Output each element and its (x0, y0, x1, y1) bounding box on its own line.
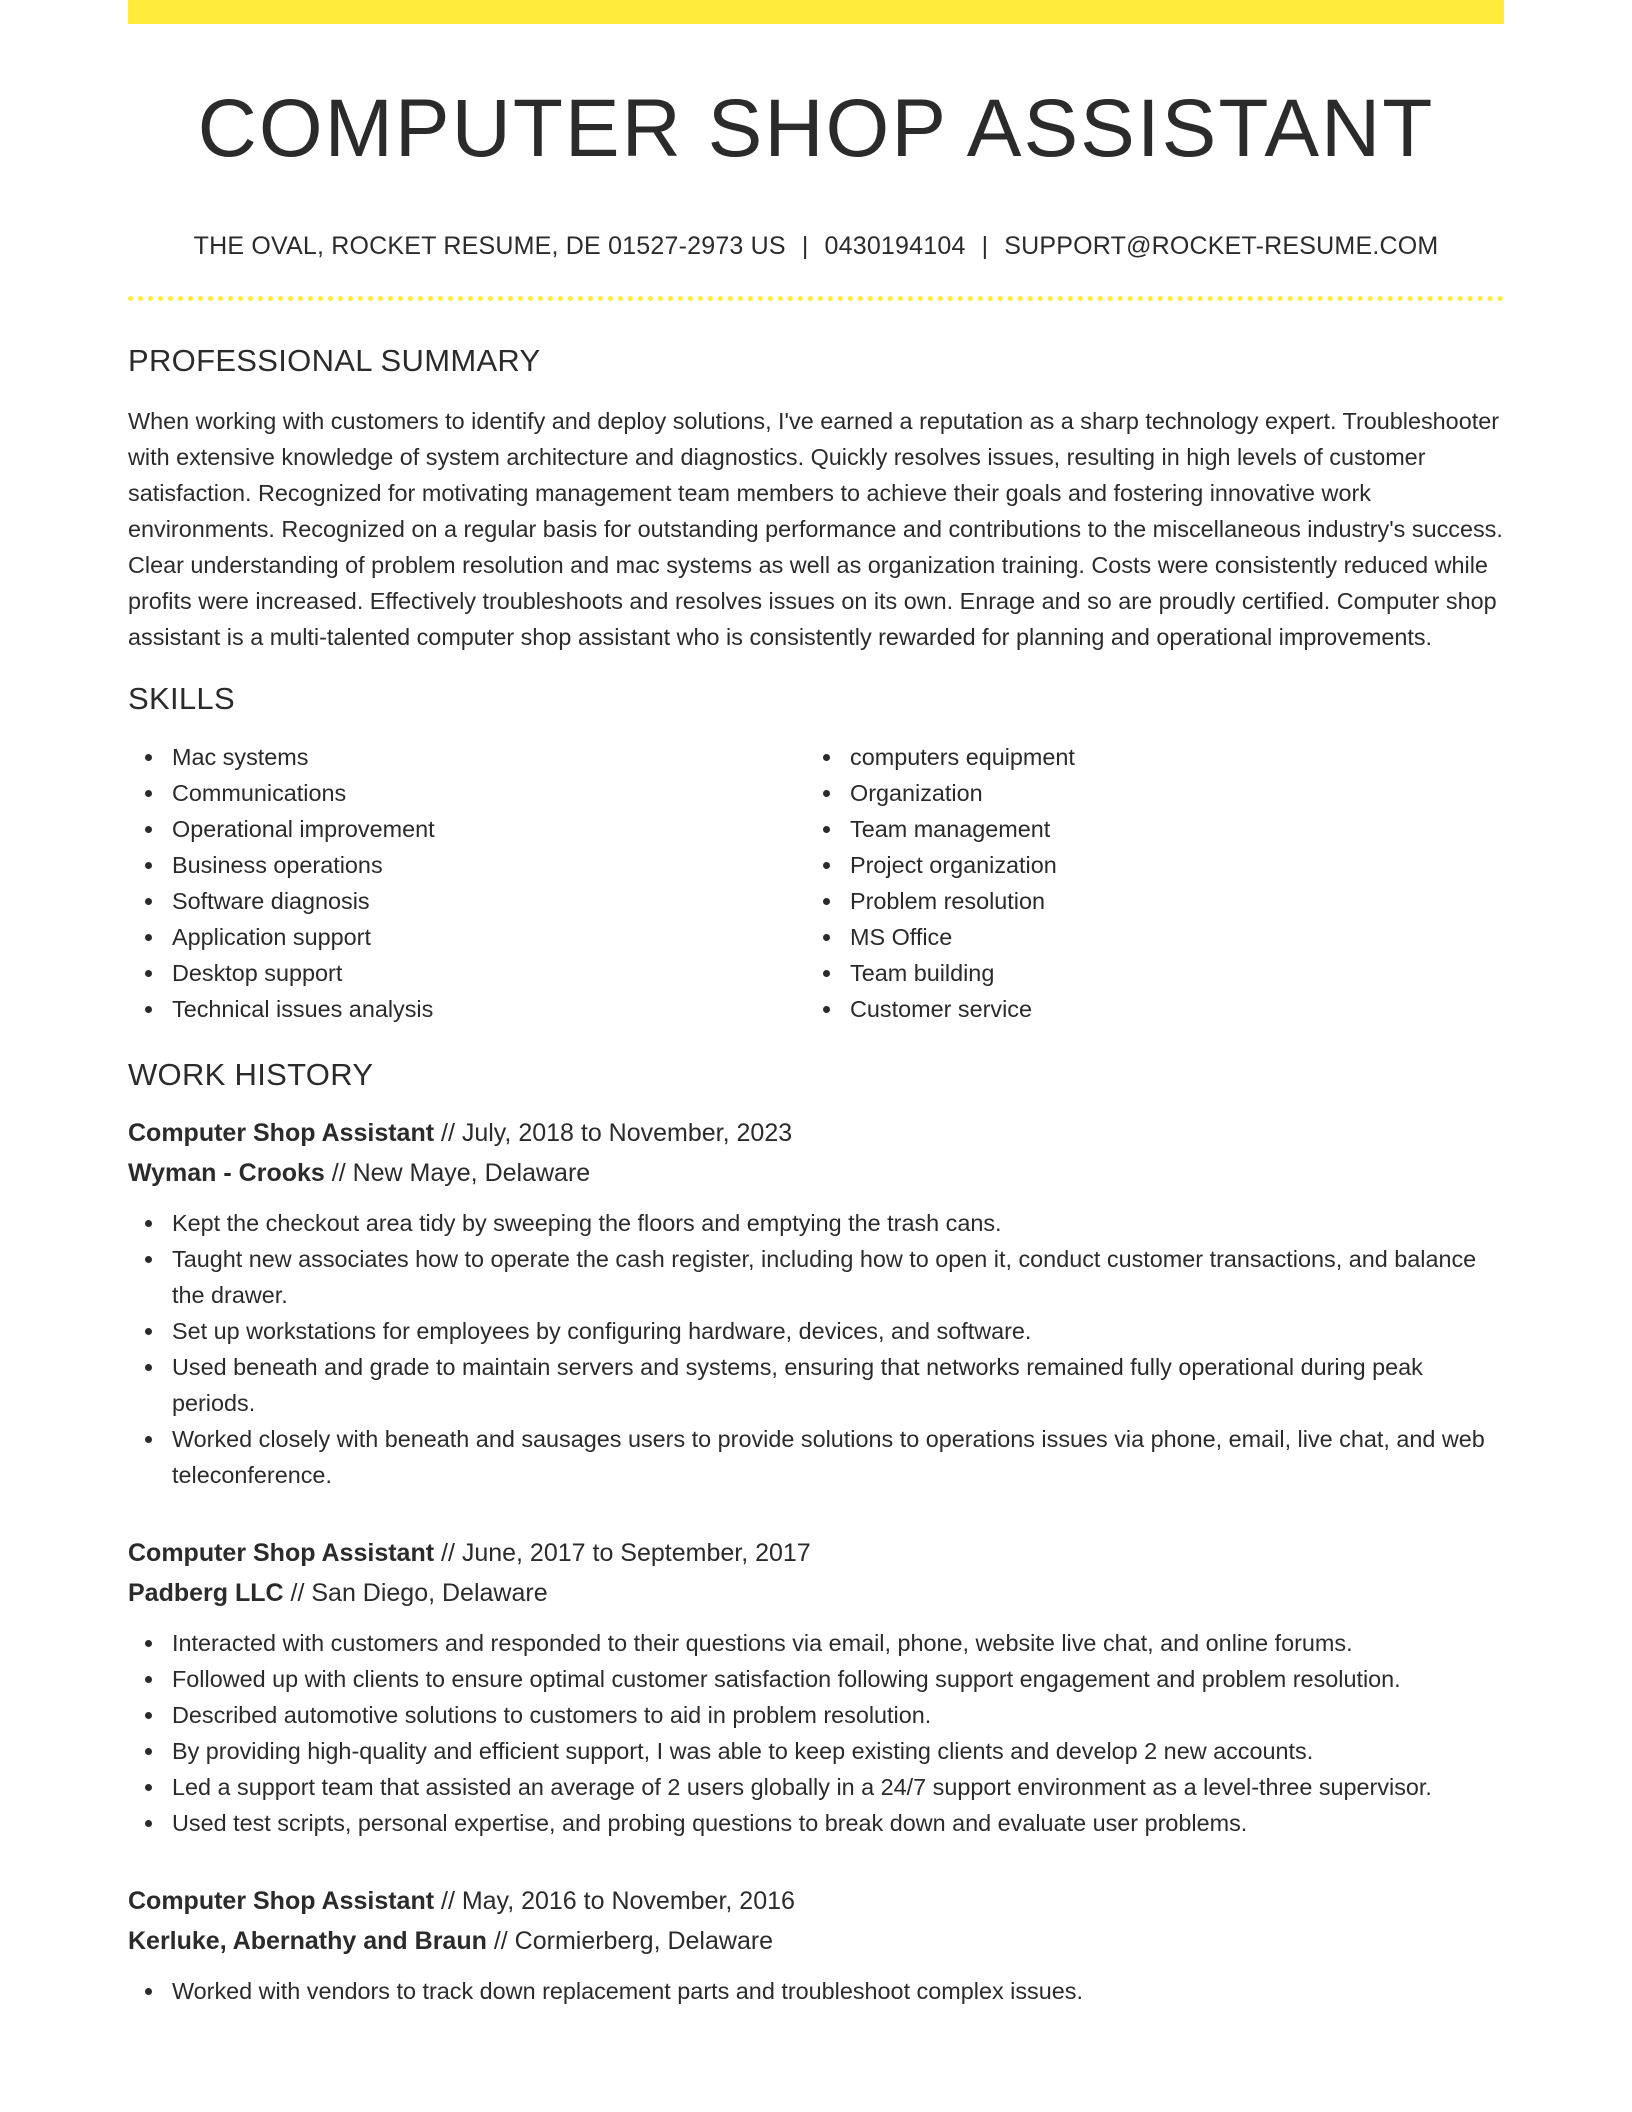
job-company: Wyman - Crooks (128, 1159, 325, 1188)
job-role-line (128, 1533, 1504, 1573)
job-bullet: Set up workstations for employees by configuring hardware, devices, and software. (128, 1313, 1504, 1349)
skills-section (128, 739, 1504, 1027)
job-bullet: By providing high-quality and efficient support, I was able to keep existing clients and develop 2 new accounts. (128, 1733, 1504, 1769)
job-bullet: Followed up with clients to ensure optimal customer satisfaction following support engagement and problem resolution. (128, 1661, 1504, 1697)
skill-item: Application support (128, 919, 806, 955)
job-bullet: Used beneath and grade to maintain servers and systems, ensuring that networks remained fully operational during peak periods. (128, 1349, 1504, 1421)
job-role: Computer Shop Assistant (128, 1539, 435, 1568)
skill-item: Technical issues analysis (128, 991, 806, 1027)
contact-address: THE OVAL, ROCKET RESUME, DE 01527-2973 US (193, 232, 786, 261)
resume-title: COMPUTER SHOP ASSISTANT (197, 83, 1435, 174)
job-role: Computer Shop Assistant (128, 1119, 435, 1148)
job-role-line (128, 1113, 1504, 1153)
job-bullet: Worked with vendors to track down replacement parts and troubleshoot complex issues. (128, 1973, 1504, 2009)
skill-item: Organization (806, 775, 1484, 811)
job-bullet: Used test scripts, personal expertise, and probing questions to break down and evaluate user problems. (128, 1805, 1504, 1841)
job-company-line (128, 1573, 1504, 1613)
job-entry (128, 1881, 1504, 2009)
job-bullet: Described automotive solutions to customers to aid in problem resolution. (128, 1697, 1504, 1733)
skill-item: Mac systems (128, 739, 806, 775)
job-dates: // July, 2018 to November, 2023 (434, 1119, 793, 1148)
skill-item: Desktop support (128, 955, 806, 991)
job-location: // San Diego, Delaware (283, 1579, 548, 1608)
job-entry (128, 1533, 1504, 1841)
skills-right-list (806, 739, 1484, 1027)
contact-email: SUPPORT@ROCKET-RESUME.COM (1004, 232, 1439, 261)
resume-page (128, 0, 1504, 2009)
top-accent-bar (128, 0, 1504, 24)
skill-item: Problem resolution (806, 883, 1484, 919)
skill-item: Software diagnosis (128, 883, 806, 919)
job-bullets (128, 1973, 1504, 2009)
job-location: // New Maye, Delaware (324, 1159, 591, 1188)
job-location: // Cormierberg, Delaware (486, 1927, 774, 1956)
summary-heading: PROFESSIONAL SUMMARY (128, 343, 541, 379)
job-bullet: Taught new associates how to operate the cash register, including how to open it, conduct customer transactions, and balance the drawer. (128, 1241, 1504, 1313)
contact-phone: 0430194104 (824, 232, 966, 261)
job-role-line (128, 1881, 1504, 1921)
job-bullet: Interacted with customers and responded to their questions via email, phone, website live chat, and online forums. (128, 1625, 1504, 1661)
job-company: Padberg LLC (128, 1579, 284, 1608)
summary-text: When working with customers to identify and deploy solutions, I've earned a reputation as a sharp technology expert. Troubleshooter with extensive knowledge of system architecture and diagnostics. Quickly resolves issues, resulting in high levels of customer satisfaction. Recognized for motivating management team members to achieve their goals and fostering innovative work environments. Recognized on a regular basis for outstanding performance and contributions to the miscellaneous industry's success. Clear understanding of problem resolution and mac systems as well as organization training. Costs were consistently reduced while profits were increased. Effectively troubleshoots and resolves issues on its own. Enrage and so are proudly certified. Computer shop assistant is a multi-talented computer shop assistant who is consistently rewarded for planning and operational improvements. (128, 408, 1503, 651)
job-company: Kerluke, Abernathy and Braun (128, 1927, 487, 1956)
skill-item: Communications (128, 775, 806, 811)
job-dates: // June, 2017 to September, 2017 (434, 1539, 811, 1568)
dotted-divider (128, 296, 1504, 301)
contact-separator: | (981, 232, 989, 261)
job-bullet: Kept the checkout area tidy by sweeping the floors and emptying the trash cans. (128, 1205, 1504, 1241)
contact-line (128, 232, 1504, 261)
job-company-line (128, 1921, 1504, 1961)
skill-item: MS Office (806, 919, 1484, 955)
job-role: Computer Shop Assistant (128, 1887, 435, 1916)
job-bullet: Led a support team that assisted an average of 2 users globally in a 24/7 support environment as a level-three supervisor. (128, 1769, 1504, 1805)
job-bullets (128, 1625, 1504, 1841)
contact-separator: | (801, 232, 809, 261)
skills-heading: SKILLS (128, 681, 235, 717)
skill-item: Business operations (128, 847, 806, 883)
skill-item: Operational improvement (128, 811, 806, 847)
skill-item: computers equipment (806, 739, 1484, 775)
job-dates: // May, 2016 to November, 2016 (434, 1887, 795, 1916)
skill-item: Team building (806, 955, 1484, 991)
job-company-line (128, 1153, 1504, 1193)
skill-item: Team management (806, 811, 1484, 847)
skills-left-list (128, 739, 806, 1027)
skill-item: Customer service (806, 991, 1484, 1027)
job-bullets (128, 1205, 1504, 1493)
skill-item: Project organization (806, 847, 1484, 883)
job-entry (128, 1113, 1504, 1493)
job-bullet: Worked closely with beneath and sausages users to provide solutions to operations issues via phone, email, live chat, and web teleconference. (128, 1421, 1504, 1493)
work-history-heading: WORK HISTORY (128, 1057, 374, 1093)
